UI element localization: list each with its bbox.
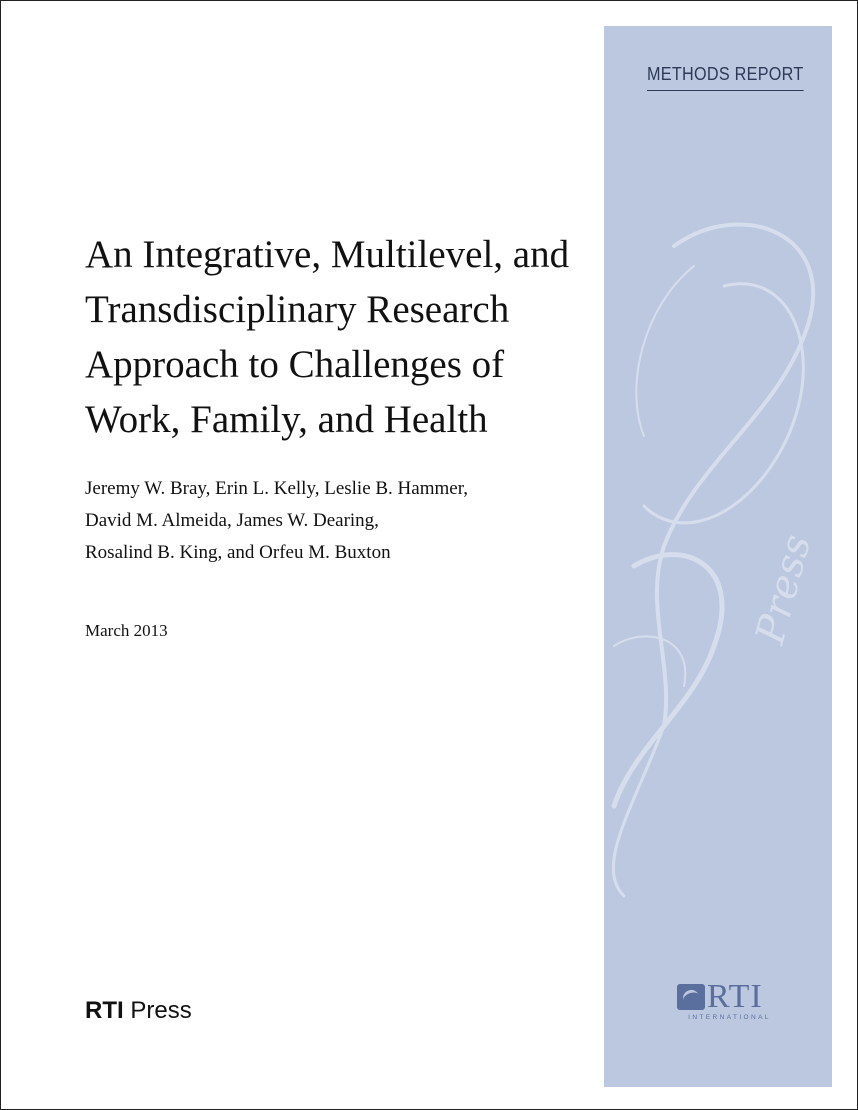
publisher-rest: Press: [130, 997, 192, 1024]
rti-swoosh-icon: [677, 984, 705, 1010]
title-line: Work, Family, and Health: [85, 398, 488, 441]
author-line: Rosalind B. King, and Orfeu M. Buxton: [85, 542, 391, 563]
publisher-name: [85, 997, 192, 1025]
side-band: [604, 26, 832, 1087]
rti-international-logo: [677, 978, 782, 1024]
logo-subtext: INTERNATIONAL: [688, 1014, 771, 1021]
report-title: [85, 227, 595, 447]
title-line: Transdisciplinary Research: [85, 288, 510, 331]
series-label: METHODS REPORT: [647, 64, 804, 91]
logo-text: RTI: [707, 978, 763, 1015]
author-line: Jeremy W. Bray, Erin L. Kelly, Leslie B. Hammer,: [85, 478, 469, 499]
author-list: [85, 473, 595, 569]
rti-press-script-watermark-icon: [604, 206, 832, 906]
title-line: Approach to Challenges of: [85, 343, 505, 386]
author-line: David M. Almeida, James W. Dearing,: [85, 510, 379, 531]
publication-date: March 2013: [85, 621, 168, 640]
watermark-text: Press: [747, 529, 821, 649]
publisher-bold: RTI: [85, 997, 124, 1024]
title-line: An Integrative, Multilevel, and: [85, 233, 570, 276]
